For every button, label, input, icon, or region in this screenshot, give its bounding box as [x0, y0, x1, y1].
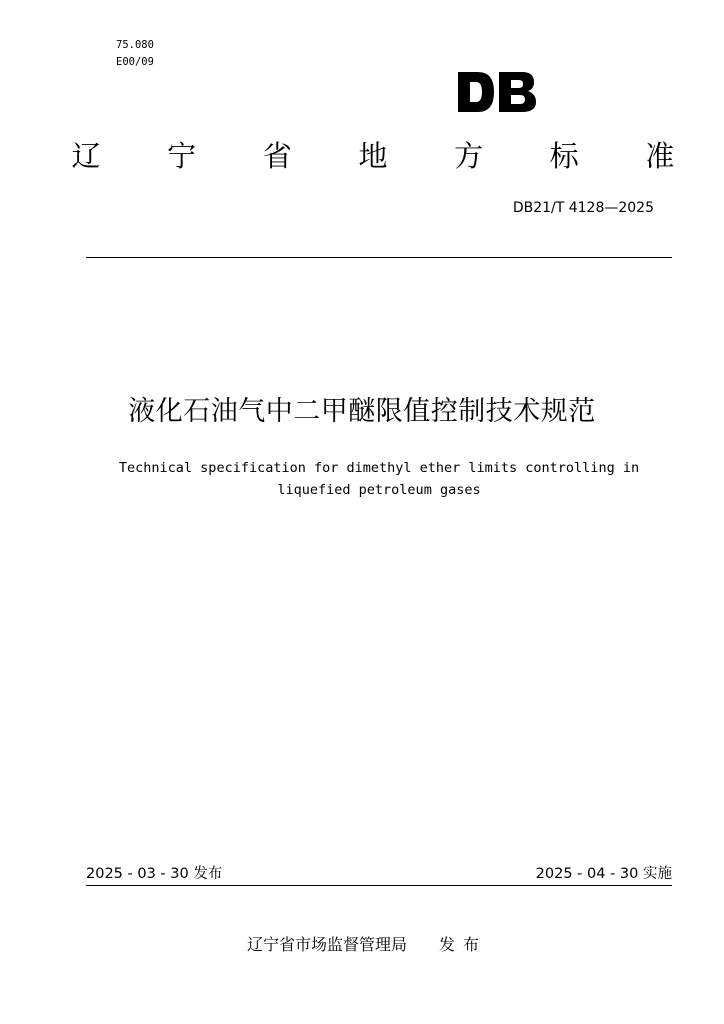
header-divider [86, 257, 672, 258]
heading-char: 辽 [71, 139, 101, 173]
db-logo [456, 70, 538, 114]
ics-code: 75.080 [116, 39, 154, 51]
english-title [92, 457, 666, 501]
heading-char: 省 [262, 139, 292, 173]
ccs-code: E00/09 [116, 56, 154, 68]
classification-codes [116, 37, 154, 71]
standard-type-heading [68, 136, 678, 176]
issue-date: 2025 - 03 - 30 发布 [86, 866, 223, 882]
footer-divider [86, 885, 672, 886]
chinese-title: 液化石油气中二甲醚限值控制技术规范 [128, 396, 596, 427]
publisher-name: 辽宁省市场监督管理局 [247, 935, 408, 954]
implementation-date: 2025 - 04 - 30 实施 [535, 866, 672, 882]
english-title-line: liquefied petroleum gases [277, 482, 481, 498]
english-title-line: Technical specification for dimethyl ether limits controlling in [118, 460, 640, 476]
heading-char: 地 [358, 139, 388, 173]
publisher-line [247, 934, 487, 956]
publisher-action: 发布 [439, 935, 488, 954]
heading-char: 标 [549, 139, 579, 173]
heading-char: 宁 [167, 139, 197, 173]
heading-char: 方 [454, 139, 484, 173]
standard-number: DB21/T 4128—2025 [512, 200, 654, 216]
heading-char: 准 [645, 139, 675, 173]
